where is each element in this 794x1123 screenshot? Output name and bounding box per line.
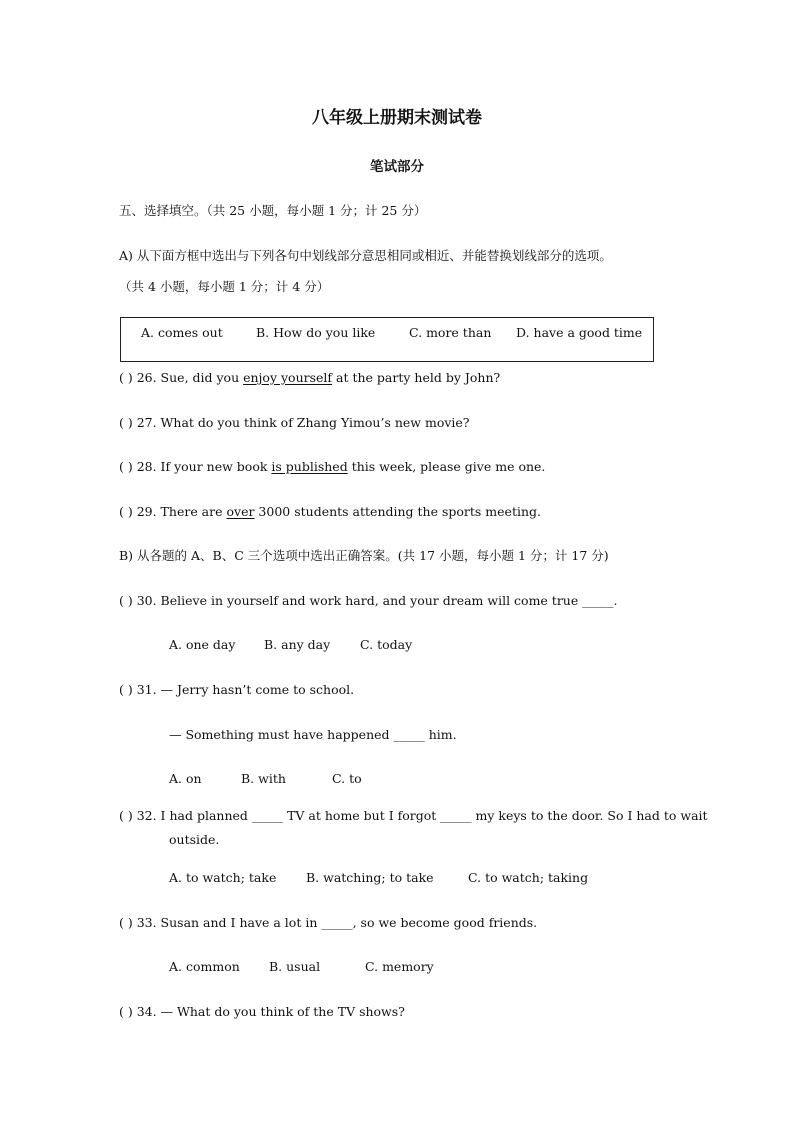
q28-text-post: this week, please give me one. — [347, 459, 546, 474]
q26-underlined: enjoy yourself — [243, 370, 333, 385]
q31-option-c: C. to — [332, 771, 362, 786]
question-34: ( ) 34. — What do you think of the TV shows? — [119, 1004, 405, 1019]
question-32-line2: outside. — [169, 832, 220, 847]
q31-option-a: A. on — [169, 771, 202, 786]
question-33: ( ) 33. Susan and I have a lot in _____, so we become good friends. — [119, 915, 538, 930]
box-option-a: A. comes out — [141, 325, 223, 340]
page-title: 八年级上册期末测试卷 — [312, 108, 482, 128]
question-30: ( ) 30. Believe in yourself and work hard, and your dream will come true _____. — [119, 593, 618, 608]
q32-option-a: A. to watch; take — [169, 870, 277, 885]
question-31-line2: — Something must have happened _____ him. — [169, 727, 457, 742]
q29-underlined: over — [226, 504, 255, 519]
question-27: ( ) 27. What do you think of Zhang Yimou’s new movie? — [119, 415, 470, 430]
part-a-instruction-score: （共 4 小题，每小题 1 分；计 4 分） — [119, 279, 330, 294]
page-subtitle: 笔试部分 — [370, 159, 424, 175]
q28-text-pre: ( ) 28. If your new book — [119, 459, 272, 474]
q30-option-c: C. today — [360, 637, 413, 652]
box-option-b: B. How do you like — [256, 325, 376, 340]
question-32: ( ) 32. I had planned _____ TV at home but I forgot _____ my keys to the door. So I had to wait — [119, 808, 708, 823]
q26-text-post: at the party held by John? — [332, 370, 501, 385]
q26-text-pre: ( ) 26. Sue, did you — [119, 370, 244, 385]
q33-option-a: A. common — [169, 959, 240, 974]
q32-option-c: C. to watch; taking — [468, 870, 589, 885]
q33-option-c: C. memory — [365, 959, 434, 974]
q29-text-pre: ( ) 29. There are — [119, 504, 227, 519]
question-31: ( ) 31. — Jerry hasn’t come to school. — [119, 682, 355, 697]
question-26 — [119, 370, 500, 386]
q32-option-b: B. watching; to take — [306, 870, 434, 885]
question-29 — [119, 504, 541, 520]
box-option-c: C. more than — [409, 325, 492, 340]
q28-underlined: is published — [271, 459, 348, 474]
q30-option-b: B. any day — [264, 637, 331, 652]
section-heading: 五、选择填空。（共 25 小题，每小题 1 分；计 25 分） — [119, 203, 427, 218]
part-a-instruction: A) 从下面方框中选出与下列各句中划线部分意思相同或相近、并能替换划线部分的选项。 — [119, 248, 612, 263]
q30-option-a: A. one day — [169, 637, 236, 652]
part-b-instruction: B) 从各题的 A、B、C 三个选项中选出正确答案。(共 17 小题，每小题 1 分；计 17 分) — [119, 548, 609, 563]
q33-option-b: B. usual — [269, 959, 321, 974]
q31-option-b: B. with — [241, 771, 286, 786]
q29-text-post: 3000 students attending the sports meeting. — [254, 504, 542, 519]
box-option-d: D. have a good time — [516, 325, 643, 340]
question-28 — [119, 459, 545, 475]
